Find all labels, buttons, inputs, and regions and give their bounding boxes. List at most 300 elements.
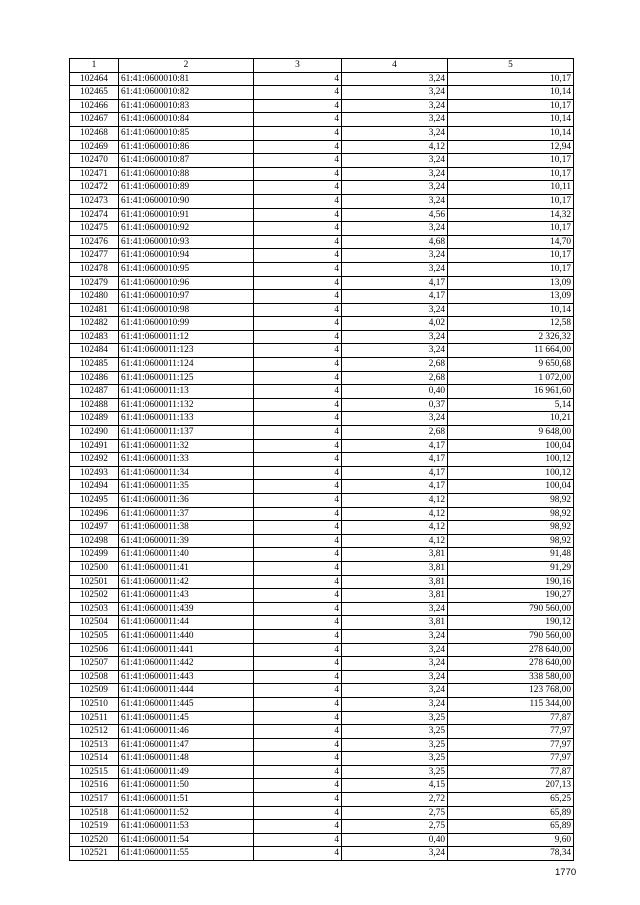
row-id-cell: 102504 [70,616,119,630]
table-row [70,765,574,779]
column-header-4: 4 [342,59,448,73]
cadastral-number-cell: 61:41:0600011:46 [119,725,254,739]
category-cell: 4 [254,276,342,290]
cadastral-number-cell: 61:41:0600011:32 [119,439,254,453]
cadastral-number-cell: 61:41:0600011:13 [119,385,254,399]
amount-cell: 77,87 [448,711,574,725]
cadastral-number-cell: 61:41:0600010:91 [119,208,254,222]
row-id-cell: 102509 [70,684,119,698]
rate-cell: 4,17 [342,453,448,467]
table-row [70,344,574,358]
cadastral-number-cell: 61:41:0600011:445 [119,697,254,711]
cadastral-number-cell: 61:41:0600011:33 [119,453,254,467]
amount-cell: 9 648,00 [448,426,574,440]
row-id-cell: 102518 [70,806,119,820]
table-row [70,262,574,276]
category-cell: 4 [254,480,342,494]
table-row [70,738,574,752]
amount-cell: 2 326,32 [448,330,574,344]
table-row [70,181,574,195]
table-row [70,575,574,589]
row-id-cell: 102515 [70,765,119,779]
amount-cell: 98,92 [448,521,574,535]
cadastral-number-cell: 61:41:0600011:132 [119,398,254,412]
cadastral-number-cell: 61:41:0600010:82 [119,86,254,100]
row-id-cell: 102519 [70,820,119,834]
rate-cell: 3,25 [342,752,448,766]
amount-cell: 338 580,00 [448,670,574,684]
row-id-cell: 102489 [70,412,119,426]
row-id-cell: 102473 [70,194,119,208]
row-id-cell: 102493 [70,466,119,480]
amount-cell: 78,34 [448,847,574,861]
rate-cell: 3,24 [342,697,448,711]
table-row [70,548,574,562]
amount-cell: 77,97 [448,725,574,739]
column-header-2: 2 [119,59,254,73]
rate-cell: 3,24 [342,72,448,86]
row-id-cell: 102478 [70,262,119,276]
category-cell: 4 [254,534,342,548]
amount-cell: 65,25 [448,793,574,807]
table-row [70,194,574,208]
rate-cell: 4,17 [342,480,448,494]
cadastral-number-cell: 61:41:0600011:37 [119,507,254,521]
row-id-cell: 102484 [70,344,119,358]
table-row [70,317,574,331]
table-row [70,358,574,372]
cadastral-number-cell: 61:41:0600011:55 [119,847,254,861]
amount-cell: 278 640,00 [448,657,574,671]
row-id-cell: 102465 [70,86,119,100]
rate-cell: 3,25 [342,738,448,752]
rate-cell: 3,25 [342,711,448,725]
rate-cell: 3,25 [342,725,448,739]
rate-cell: 2,75 [342,820,448,834]
table-row [70,72,574,86]
row-id-cell: 102495 [70,494,119,508]
cadastral-number-cell: 61:41:0600011:48 [119,752,254,766]
table-row [70,426,574,440]
table-row [70,167,574,181]
amount-cell: 10,17 [448,167,574,181]
amount-cell: 77,97 [448,752,574,766]
rate-cell: 4,17 [342,466,448,480]
table-row [70,752,574,766]
rate-cell: 3,24 [342,643,448,657]
amount-cell: 10,17 [448,194,574,208]
cadastral-number-cell: 61:41:0600010:88 [119,167,254,181]
cadastral-number-cell: 61:41:0600010:94 [119,249,254,263]
rate-cell: 4,12 [342,521,448,535]
cadastral-number-cell: 61:41:0600011:43 [119,589,254,603]
category-cell: 4 [254,86,342,100]
category-cell: 4 [254,140,342,154]
category-cell: 4 [254,820,342,834]
category-cell: 4 [254,72,342,86]
row-id-cell: 102512 [70,725,119,739]
column-header-3: 3 [254,59,342,73]
amount-cell: 123 768,00 [448,684,574,698]
category-cell: 4 [254,494,342,508]
category-cell: 4 [254,684,342,698]
table-row [70,385,574,399]
amount-cell: 190,27 [448,589,574,603]
rate-cell: 3,24 [342,330,448,344]
category-cell: 4 [254,453,342,467]
amount-cell: 91,29 [448,561,574,575]
cadastral-number-cell: 61:41:0600011:36 [119,494,254,508]
category-cell: 4 [254,806,342,820]
row-id-cell: 102498 [70,534,119,548]
category-cell: 4 [254,290,342,304]
category-cell: 4 [254,602,342,616]
table-row [70,398,574,412]
rate-cell: 4,12 [342,507,448,521]
rate-cell: 2,68 [342,426,448,440]
table-row [70,439,574,453]
table-row [70,725,574,739]
row-id-cell: 102508 [70,670,119,684]
cadastral-number-cell: 61:41:0600010:83 [119,99,254,113]
row-id-cell: 102486 [70,371,119,385]
table-row [70,371,574,385]
row-id-cell: 102513 [70,738,119,752]
rate-cell: 3,24 [342,657,448,671]
rate-cell: 3,81 [342,616,448,630]
table-row [70,330,574,344]
amount-cell: 10,14 [448,303,574,317]
rate-cell: 2,68 [342,358,448,372]
row-id-cell: 102467 [70,113,119,127]
row-id-cell: 102492 [70,453,119,467]
row-id-cell: 102499 [70,548,119,562]
rate-cell: 3,24 [342,629,448,643]
row-id-cell: 102471 [70,167,119,181]
amount-cell: 100,04 [448,480,574,494]
rate-cell: 4,02 [342,317,448,331]
row-id-cell: 102481 [70,303,119,317]
category-cell: 4 [254,765,342,779]
row-id-cell: 102517 [70,793,119,807]
cadastral-number-cell: 61:41:0600011:441 [119,643,254,657]
cadastral-number-cell: 61:41:0600011:440 [119,629,254,643]
table-row [70,494,574,508]
cadastral-number-cell: 61:41:0600011:41 [119,561,254,575]
table-row [70,589,574,603]
category-cell: 4 [254,344,342,358]
amount-cell: 278 640,00 [448,643,574,657]
cadastral-number-cell: 61:41:0600010:97 [119,290,254,304]
amount-cell: 190,16 [448,575,574,589]
category-cell: 4 [254,575,342,589]
cadastral-number-cell: 61:41:0600011:44 [119,616,254,630]
row-id-cell: 102516 [70,779,119,793]
row-id-cell: 102490 [70,426,119,440]
category-cell: 4 [254,194,342,208]
amount-cell: 14,70 [448,235,574,249]
amount-cell: 100,12 [448,466,574,480]
table-row [70,249,574,263]
amount-cell: 790 560,00 [448,602,574,616]
amount-cell: 65,89 [448,820,574,834]
rate-cell: 3,24 [342,847,448,861]
table-row [70,561,574,575]
cadastral-number-cell: 61:41:0600011:125 [119,371,254,385]
table-row [70,711,574,725]
category-cell: 4 [254,616,342,630]
rate-cell: 3,24 [342,602,448,616]
cadastral-number-cell: 61:41:0600010:98 [119,303,254,317]
row-id-cell: 102469 [70,140,119,154]
category-cell: 4 [254,779,342,793]
cadastral-number-cell: 61:41:0600011:47 [119,738,254,752]
category-cell: 4 [254,398,342,412]
amount-cell: 100,04 [448,439,574,453]
table-row [70,154,574,168]
rate-cell: 3,24 [342,167,448,181]
category-cell: 4 [254,847,342,861]
table-row [70,670,574,684]
cadastral-number-cell: 61:41:0600010:92 [119,222,254,236]
row-id-cell: 102468 [70,126,119,140]
table-row [70,521,574,535]
table-row [70,534,574,548]
amount-cell: 98,92 [448,534,574,548]
row-id-cell: 102476 [70,235,119,249]
rate-cell: 3,24 [342,154,448,168]
table-row [70,290,574,304]
cadastral-number-cell: 61:41:0600011:40 [119,548,254,562]
amount-cell: 13,09 [448,290,574,304]
rate-cell: 4,17 [342,290,448,304]
cadastral-number-cell: 61:41:0600011:34 [119,466,254,480]
column-header-5: 5 [448,59,574,73]
amount-cell: 10,14 [448,126,574,140]
rate-cell: 3,81 [342,548,448,562]
amount-cell: 9 650,68 [448,358,574,372]
row-id-cell: 102477 [70,249,119,263]
amount-cell: 10,17 [448,72,574,86]
category-cell: 4 [254,589,342,603]
category-cell: 4 [254,181,342,195]
amount-cell: 12,58 [448,317,574,331]
cadastral-number-cell: 61:41:0600011:12 [119,330,254,344]
row-id-cell: 102464 [70,72,119,86]
row-id-cell: 102479 [70,276,119,290]
amount-cell: 100,12 [448,453,574,467]
header-row [70,59,574,73]
row-id-cell: 102491 [70,439,119,453]
rate-cell: 3,25 [342,765,448,779]
table-row [70,235,574,249]
amount-cell: 10,21 [448,412,574,426]
row-id-cell: 102507 [70,657,119,671]
category-cell: 4 [254,793,342,807]
rate-cell: 3,24 [342,194,448,208]
row-id-cell: 102511 [70,711,119,725]
rate-cell: 3,24 [342,262,448,276]
cadastral-number-cell: 61:41:0600011:39 [119,534,254,548]
table-row [70,276,574,290]
rate-cell: 0,37 [342,398,448,412]
table-row [70,113,574,127]
table-row [70,507,574,521]
row-id-cell: 102472 [70,181,119,195]
row-id-cell: 102505 [70,629,119,643]
cadastral-number-cell: 61:41:0600010:96 [119,276,254,290]
cadastral-number-cell: 61:41:0600011:54 [119,833,254,847]
row-id-cell: 102487 [70,385,119,399]
category-cell: 4 [254,317,342,331]
cadastral-number-cell: 61:41:0600011:42 [119,575,254,589]
row-id-cell: 102514 [70,752,119,766]
row-id-cell: 102503 [70,602,119,616]
category-cell: 4 [254,548,342,562]
category-cell: 4 [254,385,342,399]
row-id-cell: 102475 [70,222,119,236]
data-table [69,58,574,861]
amount-cell: 5,14 [448,398,574,412]
category-cell: 4 [254,303,342,317]
category-cell: 4 [254,629,342,643]
cadastral-number-cell: 61:41:0600011:124 [119,358,254,372]
table-row [70,140,574,154]
amount-cell: 77,97 [448,738,574,752]
amount-cell: 98,92 [448,507,574,521]
row-id-cell: 102488 [70,398,119,412]
rate-cell: 3,81 [342,589,448,603]
table-row [70,86,574,100]
row-id-cell: 102510 [70,697,119,711]
amount-cell: 10,11 [448,181,574,195]
cadastral-number-cell: 61:41:0600011:38 [119,521,254,535]
amount-cell: 91,48 [448,548,574,562]
rate-cell: 4,12 [342,534,448,548]
category-cell: 4 [254,439,342,453]
rate-cell: 3,24 [342,412,448,426]
category-cell: 4 [254,657,342,671]
row-id-cell: 102521 [70,847,119,861]
rate-cell: 4,68 [342,235,448,249]
rate-cell: 3,24 [342,181,448,195]
cadastral-number-cell: 61:41:0600011:49 [119,765,254,779]
rate-cell: 0,40 [342,833,448,847]
rate-cell: 4,12 [342,140,448,154]
table-row [70,222,574,236]
category-cell: 4 [254,371,342,385]
rate-cell: 3,24 [342,126,448,140]
category-cell: 4 [254,99,342,113]
cadastral-number-cell: 61:41:0600010:84 [119,113,254,127]
cadastral-number-cell: 61:41:0600011:443 [119,670,254,684]
category-cell: 4 [254,738,342,752]
table-row [70,684,574,698]
row-id-cell: 102482 [70,317,119,331]
category-cell: 4 [254,521,342,535]
table-row [70,793,574,807]
category-cell: 4 [254,507,342,521]
cadastral-number-cell: 61:41:0600011:53 [119,820,254,834]
cadastral-number-cell: 61:41:0600011:133 [119,412,254,426]
cadastral-number-cell: 61:41:0600010:95 [119,262,254,276]
rate-cell: 4,15 [342,779,448,793]
cadastral-number-cell: 61:41:0600010:99 [119,317,254,331]
row-id-cell: 102500 [70,561,119,575]
table-row [70,602,574,616]
category-cell: 4 [254,412,342,426]
cadastral-number-cell: 61:41:0600010:90 [119,194,254,208]
rate-cell: 3,24 [342,684,448,698]
category-cell: 4 [254,725,342,739]
category-cell: 4 [254,752,342,766]
table-row [70,629,574,643]
amount-cell: 11 664,00 [448,344,574,358]
cadastral-number-cell: 61:41:0600011:35 [119,480,254,494]
category-cell: 4 [254,358,342,372]
table-row [70,412,574,426]
category-cell: 4 [254,113,342,127]
page-number: 1770 [555,867,577,878]
row-id-cell: 102497 [70,521,119,535]
row-id-cell: 102494 [70,480,119,494]
category-cell: 4 [254,697,342,711]
rate-cell: 4,12 [342,494,448,508]
category-cell: 4 [254,235,342,249]
category-cell: 4 [254,262,342,276]
amount-cell: 10,14 [448,86,574,100]
rate-cell: 3,24 [342,303,448,317]
amount-cell: 98,92 [448,494,574,508]
rate-cell: 3,24 [342,99,448,113]
table-row [70,480,574,494]
table-row [70,126,574,140]
row-id-cell: 102470 [70,154,119,168]
amount-cell: 10,17 [448,262,574,276]
table-row [70,453,574,467]
rate-cell: 4,17 [342,439,448,453]
amount-cell: 77,87 [448,765,574,779]
rate-cell: 3,81 [342,575,448,589]
row-id-cell: 102466 [70,99,119,113]
rate-cell: 3,24 [342,344,448,358]
rate-cell: 3,24 [342,86,448,100]
row-id-cell: 102485 [70,358,119,372]
category-cell: 4 [254,167,342,181]
category-cell: 4 [254,711,342,725]
table-row [70,779,574,793]
cadastral-number-cell: 61:41:0600011:51 [119,793,254,807]
table-row [70,616,574,630]
cadastral-number-cell: 61:41:0600010:85 [119,126,254,140]
amount-cell: 14,32 [448,208,574,222]
amount-cell: 12,94 [448,140,574,154]
category-cell: 4 [254,833,342,847]
category-cell: 4 [254,154,342,168]
rate-cell: 3,24 [342,670,448,684]
table-body [70,72,574,860]
rate-cell: 3,81 [342,561,448,575]
table-row [70,806,574,820]
rate-cell: 2,72 [342,793,448,807]
table-row [70,643,574,657]
amount-cell: 1 072,00 [448,371,574,385]
category-cell: 4 [254,426,342,440]
amount-cell: 790 560,00 [448,629,574,643]
row-id-cell: 102501 [70,575,119,589]
cadastral-number-cell: 61:41:0600011:444 [119,684,254,698]
category-cell: 4 [254,643,342,657]
